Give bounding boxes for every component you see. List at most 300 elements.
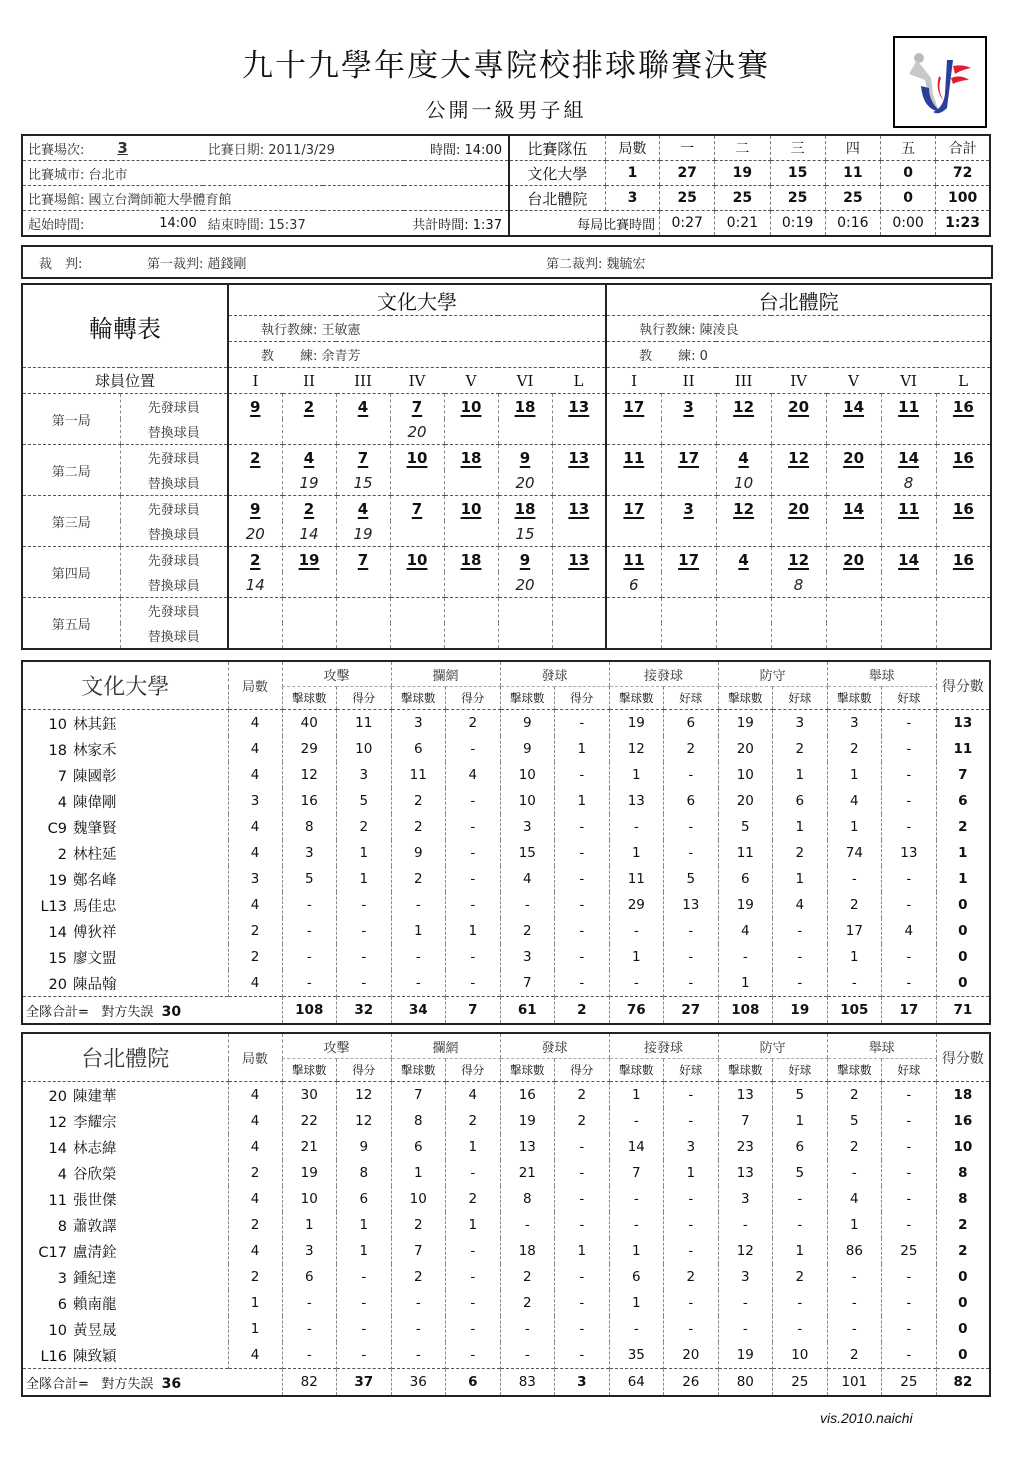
stat-value: 3 <box>827 710 882 737</box>
team-b-coach-label: 教 練: <box>639 349 696 364</box>
set-time-1: 0:27 <box>660 211 715 237</box>
stat-value: 19 <box>609 710 664 737</box>
player-name: 陳建華 <box>73 1088 117 1105</box>
team-a-stats-table <box>21 660 991 1025</box>
player-points: 8 <box>936 1186 990 1212</box>
team-a-head-coach: 王敏憲 <box>321 323 361 338</box>
stat-value: 6 <box>718 866 773 892</box>
stat-value: 4 <box>827 788 882 814</box>
player-name: 林其鈺 <box>73 716 117 733</box>
player-points: 6 <box>936 788 990 814</box>
stat-value: 1 <box>773 814 828 840</box>
score-team-b-total: 100 <box>936 186 990 211</box>
stat-value: 1 <box>555 788 610 814</box>
stat-value: 2 <box>664 736 719 762</box>
stats-sub-header: 擊球數 <box>391 687 446 710</box>
team-total-value: 105 <box>827 997 882 1025</box>
stat-value: - <box>882 736 937 762</box>
player-name: 鍾紀達 <box>73 1270 117 1287</box>
stat-value: 4 <box>228 840 282 866</box>
starter-number: 17 <box>606 394 661 420</box>
time-value: 14:00 <box>464 142 502 158</box>
player-points: 0 <box>936 944 990 970</box>
stat-value: - <box>664 918 719 944</box>
player-stats-row <box>22 814 990 840</box>
stat-value: 13 <box>609 788 664 814</box>
stat-value: 2 <box>500 1264 555 1290</box>
stat-value: 7 <box>391 1082 446 1109</box>
position-header-b: VI <box>881 368 936 394</box>
team-total-value: 25 <box>773 1369 828 1397</box>
team-total-value: 108 <box>282 997 337 1025</box>
stat-value: - <box>773 970 828 997</box>
substitute-number: 20 <box>390 419 444 445</box>
starter-number: 16 <box>936 445 991 471</box>
stats-group-header: 防守 <box>718 1033 827 1059</box>
starter-number <box>552 598 606 624</box>
score-team-b-set4: 25 <box>825 186 880 211</box>
stat-value: 30 <box>282 1082 337 1109</box>
rotation-title: 輪轉表 <box>22 284 228 368</box>
stat-value: - <box>391 970 446 997</box>
team-total-value: 80 <box>718 1369 773 1397</box>
stat-value: - <box>500 1316 555 1342</box>
player-number: 20 <box>48 976 67 993</box>
stats-group-header: 攔網 <box>391 661 500 687</box>
stat-value: 20 <box>664 1342 719 1369</box>
stat-value: 18 <box>500 1238 555 1264</box>
player-cell <box>22 1082 228 1109</box>
starter-number: 9 <box>498 547 552 573</box>
starter-number: 18 <box>444 445 498 471</box>
substitute-number <box>390 623 444 649</box>
stat-value: 7 <box>718 1108 773 1134</box>
starter-number: 18 <box>498 394 552 420</box>
team-total-label: 全隊合計= <box>26 1004 89 1020</box>
starter-number <box>444 598 498 624</box>
stat-value: - <box>664 970 719 997</box>
stat-value: 6 <box>391 736 446 762</box>
stat-value: - <box>555 970 610 997</box>
stat-value: - <box>555 866 610 892</box>
player-name: 林柱延 <box>73 846 117 863</box>
stat-value: 9 <box>337 1134 392 1160</box>
opponent-errors-label: 對方失誤 <box>101 1376 154 1392</box>
starter-number <box>228 598 282 624</box>
player-number: 3 <box>57 1270 67 1287</box>
stat-value: - <box>337 970 392 997</box>
position-header-a: II <box>282 368 336 394</box>
team-total-value: 19 <box>773 997 828 1025</box>
starter-number: 13 <box>552 445 606 471</box>
substitute-number <box>716 623 771 649</box>
starter-number <box>881 598 936 624</box>
totals-label-cell <box>22 997 282 1025</box>
stat-value: 4 <box>228 736 282 762</box>
stat-value: 12 <box>718 1238 773 1264</box>
rotation-set-row <box>22 394 991 420</box>
opponent-errors-label: 對方失誤 <box>101 1004 154 1020</box>
team-a-coach: 余青芳 <box>321 349 361 364</box>
score-header-set4: 四 <box>825 135 880 161</box>
stat-value: 1 <box>773 1108 828 1134</box>
starter-number: 2 <box>228 547 282 573</box>
stat-value: 13 <box>882 840 937 866</box>
rotation-set-row <box>22 598 991 624</box>
stat-value: 2 <box>446 1186 501 1212</box>
match-info-table <box>21 134 991 237</box>
starter-number: 11 <box>881 496 936 522</box>
stat-value: - <box>882 814 937 840</box>
substitute-number: 19 <box>282 470 336 496</box>
stat-value: 2 <box>228 1264 282 1290</box>
player-number: 6 <box>57 1296 67 1313</box>
substitute-number: 20 <box>498 470 552 496</box>
player-number: 14 <box>48 924 67 941</box>
stat-value: 16 <box>282 788 337 814</box>
stat-value: - <box>664 1316 719 1342</box>
player-stats-row <box>22 762 990 788</box>
stat-value: - <box>555 1212 610 1238</box>
team-total-points: 82 <box>936 1369 990 1397</box>
stat-value: 2 <box>391 788 446 814</box>
stat-value: 1 <box>391 1160 446 1186</box>
stats-group-header: 攻擊 <box>282 1033 391 1059</box>
substitute-number: 20 <box>228 521 282 547</box>
stat-value: - <box>282 970 337 997</box>
rotation-table <box>21 283 992 650</box>
starter-number: 10 <box>390 445 444 471</box>
set-time-4: 0:16 <box>825 211 880 237</box>
stats-sub-header: 擊球數 <box>718 687 773 710</box>
starter-number: 3 <box>661 496 716 522</box>
position-header-b: III <box>716 368 771 394</box>
stat-value: 1 <box>609 944 664 970</box>
stat-value: 4 <box>446 1082 501 1109</box>
player-stats-row <box>22 1134 990 1160</box>
starter-label: 先發球員 <box>120 445 228 471</box>
player-name: 賴南龍 <box>73 1296 117 1313</box>
stat-value: 1 <box>827 1212 882 1238</box>
starter-number: 16 <box>936 394 991 420</box>
player-cell <box>22 814 228 840</box>
team-a-coach-label: 教 練: <box>261 349 318 364</box>
player-name: 廖文盟 <box>73 950 117 967</box>
starter-number: 9 <box>228 394 282 420</box>
match-no-label: 比賽場次: <box>22 135 112 161</box>
stat-value: - <box>664 1238 719 1264</box>
stat-value: - <box>609 970 664 997</box>
stat-value: - <box>555 1160 610 1186</box>
substitute-number <box>661 623 716 649</box>
stat-value: - <box>882 1160 937 1186</box>
stat-value: - <box>446 788 501 814</box>
substitute-number <box>606 521 661 547</box>
page-title: 九十九學年度大專院校排球聯賽決賽 <box>242 48 770 84</box>
stat-value: 19 <box>500 1108 555 1134</box>
player-number: 18 <box>48 742 67 759</box>
stat-value: 2 <box>391 1264 446 1290</box>
starter-number: 13 <box>552 496 606 522</box>
player-cell <box>22 918 228 944</box>
stat-value: - <box>500 892 555 918</box>
player-stats-row <box>22 866 990 892</box>
stat-value: 3 <box>500 944 555 970</box>
city-label: 比賽城市: <box>28 167 85 183</box>
starter-number: 11 <box>606 547 661 573</box>
substitute-number <box>771 419 826 445</box>
stat-value: 4 <box>228 1108 282 1134</box>
stat-value: 19 <box>282 1160 337 1186</box>
team-total-value: 32 <box>337 997 392 1025</box>
opponent-errors: 30 <box>161 1003 182 1020</box>
rotation-team-b-name: 台北體院 <box>606 284 991 316</box>
stat-value: 2 <box>773 1264 828 1290</box>
stat-value: 1 <box>446 918 501 944</box>
starter-number: 7 <box>390 394 444 420</box>
score-team-b-set3: 25 <box>770 186 825 211</box>
substitute-number <box>444 419 498 445</box>
starter-number: 16 <box>936 547 991 573</box>
player-number: C9 <box>47 820 67 837</box>
player-name: 黃昱晟 <box>73 1322 117 1339</box>
stat-value: - <box>282 892 337 918</box>
stat-value: - <box>337 1316 392 1342</box>
page-subtitle: 公開一級男子組 <box>425 98 587 122</box>
starter-number: 12 <box>771 547 826 573</box>
starter-number: 13 <box>552 547 606 573</box>
stat-value: - <box>337 1264 392 1290</box>
team-total-points: 71 <box>936 997 990 1025</box>
stats-sets-header: 局數 <box>228 661 282 710</box>
stats-sub-header: 擊球數 <box>391 1059 446 1082</box>
stat-value: 19 <box>718 1342 773 1369</box>
stats-group-header: 舉球 <box>827 661 936 687</box>
stat-value: - <box>882 944 937 970</box>
team-b-coach: 0 <box>699 349 708 364</box>
stats-sub-header: 擊球數 <box>282 1059 337 1082</box>
position-header-b: II <box>661 368 716 394</box>
player-cell <box>22 944 228 970</box>
stat-value: 6 <box>609 1264 664 1290</box>
stat-value: - <box>446 1238 501 1264</box>
set-label: 第四局 <box>22 547 120 598</box>
stat-value: - <box>664 1186 719 1212</box>
stat-value: - <box>664 1082 719 1109</box>
stat-value: - <box>773 1212 828 1238</box>
stat-value: 29 <box>282 736 337 762</box>
stat-value: 2 <box>827 892 882 918</box>
opponent-errors: 36 <box>161 1375 182 1392</box>
stat-value: 4 <box>228 970 282 997</box>
referee-table <box>21 245 993 279</box>
stat-value: - <box>664 1212 719 1238</box>
score-header-set3: 三 <box>770 135 825 161</box>
stats-sub-header: 擊球數 <box>500 687 555 710</box>
starter-label: 先發球員 <box>120 394 228 420</box>
date-label: 比賽日期: <box>207 142 265 158</box>
stat-value: 4 <box>228 762 282 788</box>
stat-value: 1 <box>228 1316 282 1342</box>
stat-value: - <box>446 944 501 970</box>
stat-value: - <box>882 970 937 997</box>
stat-value: - <box>882 762 937 788</box>
starter-number: 14 <box>826 394 881 420</box>
player-points: 2 <box>936 1212 990 1238</box>
start-label: 起始時間: <box>28 217 85 233</box>
federation-logo <box>893 36 987 128</box>
rotation-team-a-name: 文化大學 <box>228 284 606 316</box>
substitute-number <box>228 623 282 649</box>
stats-group-header: 接發球 <box>609 1033 718 1059</box>
stat-value: - <box>446 736 501 762</box>
stat-value: - <box>773 1316 828 1342</box>
stat-value: - <box>718 1316 773 1342</box>
stats-sub-header: 好球 <box>773 1059 828 1082</box>
starter-number <box>336 598 390 624</box>
stat-value: 5 <box>664 866 719 892</box>
position-header-b: I <box>606 368 661 394</box>
stat-value: 2 <box>500 1290 555 1316</box>
position-header-a: VI <box>498 368 552 394</box>
substitute-number <box>552 419 606 445</box>
starter-number: 11 <box>606 445 661 471</box>
substitute-number <box>771 470 826 496</box>
player-number: 12 <box>48 1114 67 1131</box>
city-value: 台北市 <box>88 167 128 183</box>
team-totals-row <box>22 997 990 1025</box>
stat-value: 2 <box>391 814 446 840</box>
stat-value: 3 <box>500 814 555 840</box>
score-team-b-set5: 0 <box>880 186 935 211</box>
stat-value: - <box>827 1264 882 1290</box>
starter-number: 19 <box>282 547 336 573</box>
stat-value: 1 <box>718 970 773 997</box>
player-cell <box>22 762 228 788</box>
player-name: 陳致穎 <box>73 1348 117 1365</box>
starter-number: 7 <box>336 547 390 573</box>
stat-value: - <box>664 762 719 788</box>
substitute-number: 14 <box>228 572 282 598</box>
stat-value: - <box>446 814 501 840</box>
stat-value: 12 <box>337 1082 392 1109</box>
stat-value: 2 <box>446 1108 501 1134</box>
team-b-stats-table <box>21 1032 991 1397</box>
team-b-head-coach-label: 執行教練: <box>639 323 696 338</box>
player-stats-row <box>22 918 990 944</box>
team-total-value: 27 <box>664 997 719 1025</box>
starter-label: 先發球員 <box>120 598 228 624</box>
stat-value: 11 <box>718 840 773 866</box>
stat-value: 10 <box>773 1342 828 1369</box>
stat-value: - <box>555 762 610 788</box>
stats-sub-header: 好球 <box>773 687 828 710</box>
end-value: 15:37 <box>268 217 306 233</box>
starter-number: 4 <box>716 445 771 471</box>
stats-sets-header: 局數 <box>228 1033 282 1082</box>
team-total-value: 36 <box>391 1369 446 1397</box>
team-total-value: 101 <box>827 1369 882 1397</box>
stats-sub-header: 得分 <box>555 687 610 710</box>
player-cell <box>22 1108 228 1134</box>
player-number: L16 <box>40 1348 67 1365</box>
stat-value: - <box>446 1264 501 1290</box>
date-value: 2011/3/29 <box>268 142 335 158</box>
match-no: 3 <box>117 139 128 157</box>
substitute-number: 8 <box>771 572 826 598</box>
stat-value: 5 <box>773 1082 828 1109</box>
stat-value: - <box>391 944 446 970</box>
player-stats-row <box>22 1186 990 1212</box>
stat-value: - <box>882 710 937 737</box>
starter-number: 10 <box>444 496 498 522</box>
score-team-a-set4: 11 <box>825 161 880 186</box>
player-points: 0 <box>936 1290 990 1316</box>
set-label: 第三局 <box>22 496 120 547</box>
player-stats-row <box>22 1316 990 1342</box>
stat-value: - <box>882 1108 937 1134</box>
stats-sub-header: 得分 <box>337 687 392 710</box>
stats-sub-header: 好球 <box>664 687 719 710</box>
substitute-number <box>444 470 498 496</box>
stat-value: - <box>446 1316 501 1342</box>
stat-value: - <box>827 1290 882 1316</box>
score-header-set5: 五 <box>880 135 935 161</box>
stat-value: 5 <box>337 788 392 814</box>
player-stats-row <box>22 1212 990 1238</box>
stat-value: 4 <box>228 1082 282 1109</box>
starter-number <box>390 598 444 624</box>
stat-value: - <box>827 866 882 892</box>
substitute-number <box>936 521 991 547</box>
stat-value: - <box>337 944 392 970</box>
stat-value: - <box>446 1290 501 1316</box>
stat-value: - <box>882 1186 937 1212</box>
stats-sub-header: 得分 <box>446 687 501 710</box>
stat-value: 2 <box>228 1160 282 1186</box>
substitute-number <box>716 572 771 598</box>
player-stats-row <box>22 892 990 918</box>
player-cell <box>22 866 228 892</box>
player-number: C17 <box>38 1244 67 1261</box>
stat-value: 6 <box>664 788 719 814</box>
stat-value: - <box>664 944 719 970</box>
stat-value: - <box>882 866 937 892</box>
stat-value: 1 <box>446 1134 501 1160</box>
player-name: 魏肇賢 <box>73 820 117 837</box>
substitute-number <box>936 470 991 496</box>
second-referee-label: 第二裁判: <box>546 256 603 272</box>
stat-value: 6 <box>282 1264 337 1290</box>
substitute-number <box>228 419 282 445</box>
team-total-value: 76 <box>609 997 664 1025</box>
player-stats-row <box>22 736 990 762</box>
set-label: 第二局 <box>22 445 120 496</box>
substitute-number <box>228 470 282 496</box>
stat-value: - <box>664 814 719 840</box>
substitute-number <box>336 623 390 649</box>
player-number: 20 <box>48 1088 67 1105</box>
player-name: 林家禾 <box>73 742 117 759</box>
first-referee-name: 趙錢剛 <box>207 256 247 272</box>
stat-value: 1 <box>282 1212 337 1238</box>
stat-value: - <box>664 840 719 866</box>
score-team-b-set1: 25 <box>660 186 715 211</box>
stat-value: - <box>391 1316 446 1342</box>
stat-value: - <box>882 1082 937 1109</box>
player-number: 11 <box>48 1192 67 1209</box>
stat-value: - <box>773 944 828 970</box>
